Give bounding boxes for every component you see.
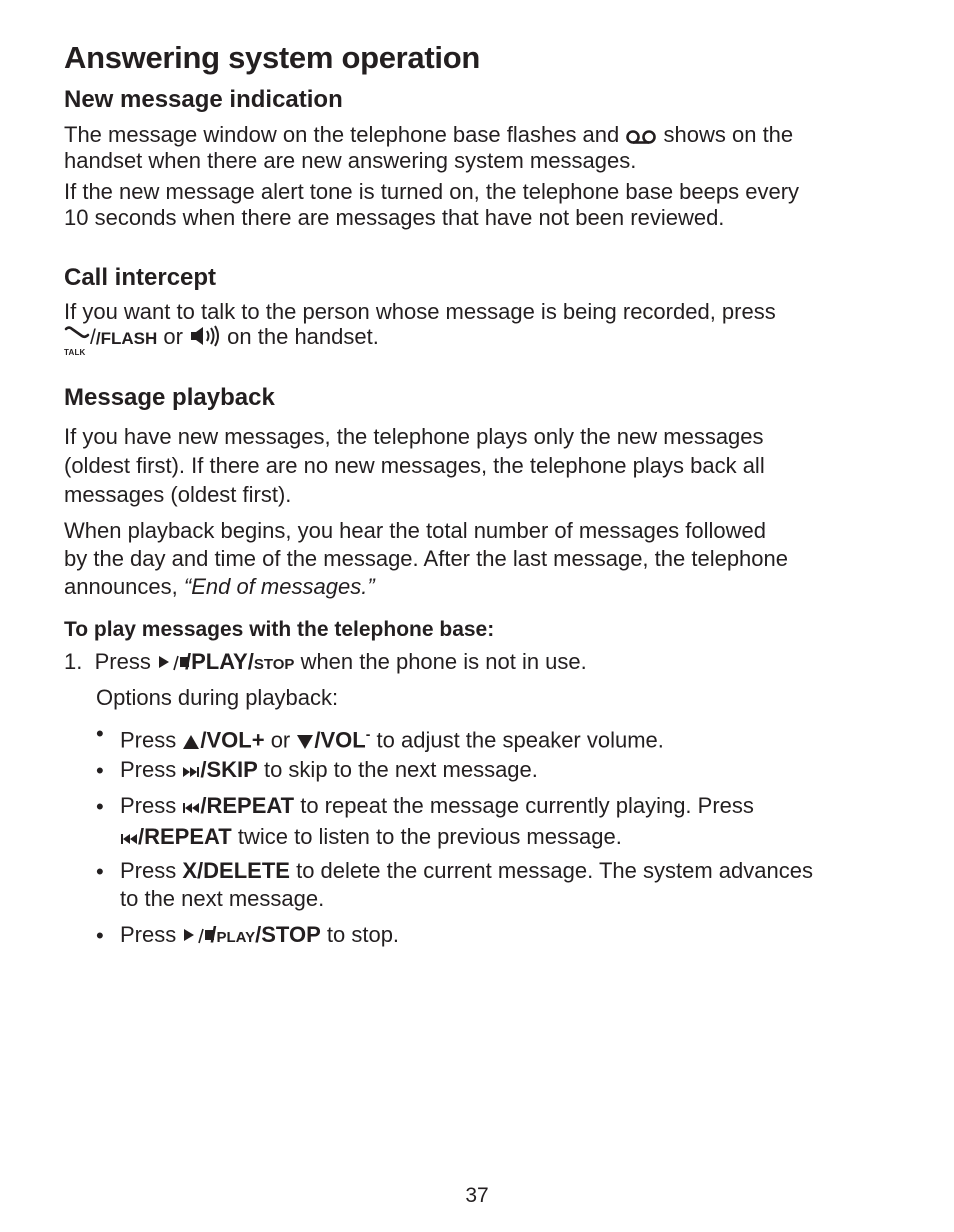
heading-message-playback: Message playback (64, 384, 275, 411)
up-triangle-icon (182, 729, 200, 757)
paragraph: If the new message alert tone is turned on, the telephone base beeps every (64, 179, 800, 204)
repeat-icon (120, 826, 138, 854)
page-title: Answering system operation (64, 40, 480, 75)
bullet: • (96, 721, 104, 746)
paragraph: 10 seconds when there are messages that have not been reviewed. (64, 205, 725, 230)
paragraph: by the day and time of the message. After the last message, the telephone (64, 546, 789, 571)
bullet: • (96, 859, 104, 884)
paragraph: handset when there are new answering system messages. (64, 148, 637, 173)
paragraph: If you have new messages, the telephone plays only the new messages (64, 424, 764, 449)
list-item: Press /PLAY/STOP to stop. (120, 921, 900, 952)
options-label: Options during playback: (96, 685, 339, 710)
bullet: • (96, 758, 104, 783)
quote: “End of messages.” (183, 574, 375, 599)
skip-icon (182, 759, 200, 787)
speaker-icon (189, 325, 221, 353)
paragraph: messages (oldest first). (64, 482, 292, 507)
subheading: To play messages with the telephone base: (64, 618, 495, 641)
repeat-icon (182, 795, 200, 823)
down-triangle-icon (296, 729, 314, 757)
bullet: • (96, 794, 104, 819)
list-item: Press X/DELETE to delete the current message. The system advances to the next message. (120, 858, 813, 911)
paragraph: When playback begins, you hear the total number of messages followed (64, 518, 766, 543)
list-item: Press /SKIP to skip to the next message. (120, 756, 900, 787)
list-item: Press /VOL+ or /VOL- to adjust the speaker volume. (120, 720, 900, 757)
talk-icon: TALK (64, 326, 90, 348)
paragraph: The message window on the telephone base flashes and shows on the (64, 122, 894, 151)
step-1: 1. Press /PLAY/STOP when the phone is not in use. (64, 649, 894, 678)
paragraph: (oldest first). If there are no new messages, the telephone plays back all (64, 453, 765, 478)
paragraph: announces, “End of messages.” (64, 574, 375, 599)
bullet: • (96, 923, 104, 948)
heading-call-intercept: Call intercept (64, 264, 217, 291)
list-item: Press /REPEAT to repeat the message currently playing. Press /REPEAT twice to listen to the previous message. (120, 792, 900, 854)
paragraph: TALK //FLASH or on the handset. (64, 324, 379, 357)
stop-key-label: STOP (253, 656, 295, 673)
paragraph: If you want to talk to the person whose message is being recorded, press (64, 299, 776, 324)
play-key-label: /PLAY/ (184, 649, 254, 674)
page-number: 37 (465, 1184, 489, 1207)
flash-key-label: /FLASH (95, 329, 158, 348)
heading-new-message: New message indication (64, 86, 343, 113)
